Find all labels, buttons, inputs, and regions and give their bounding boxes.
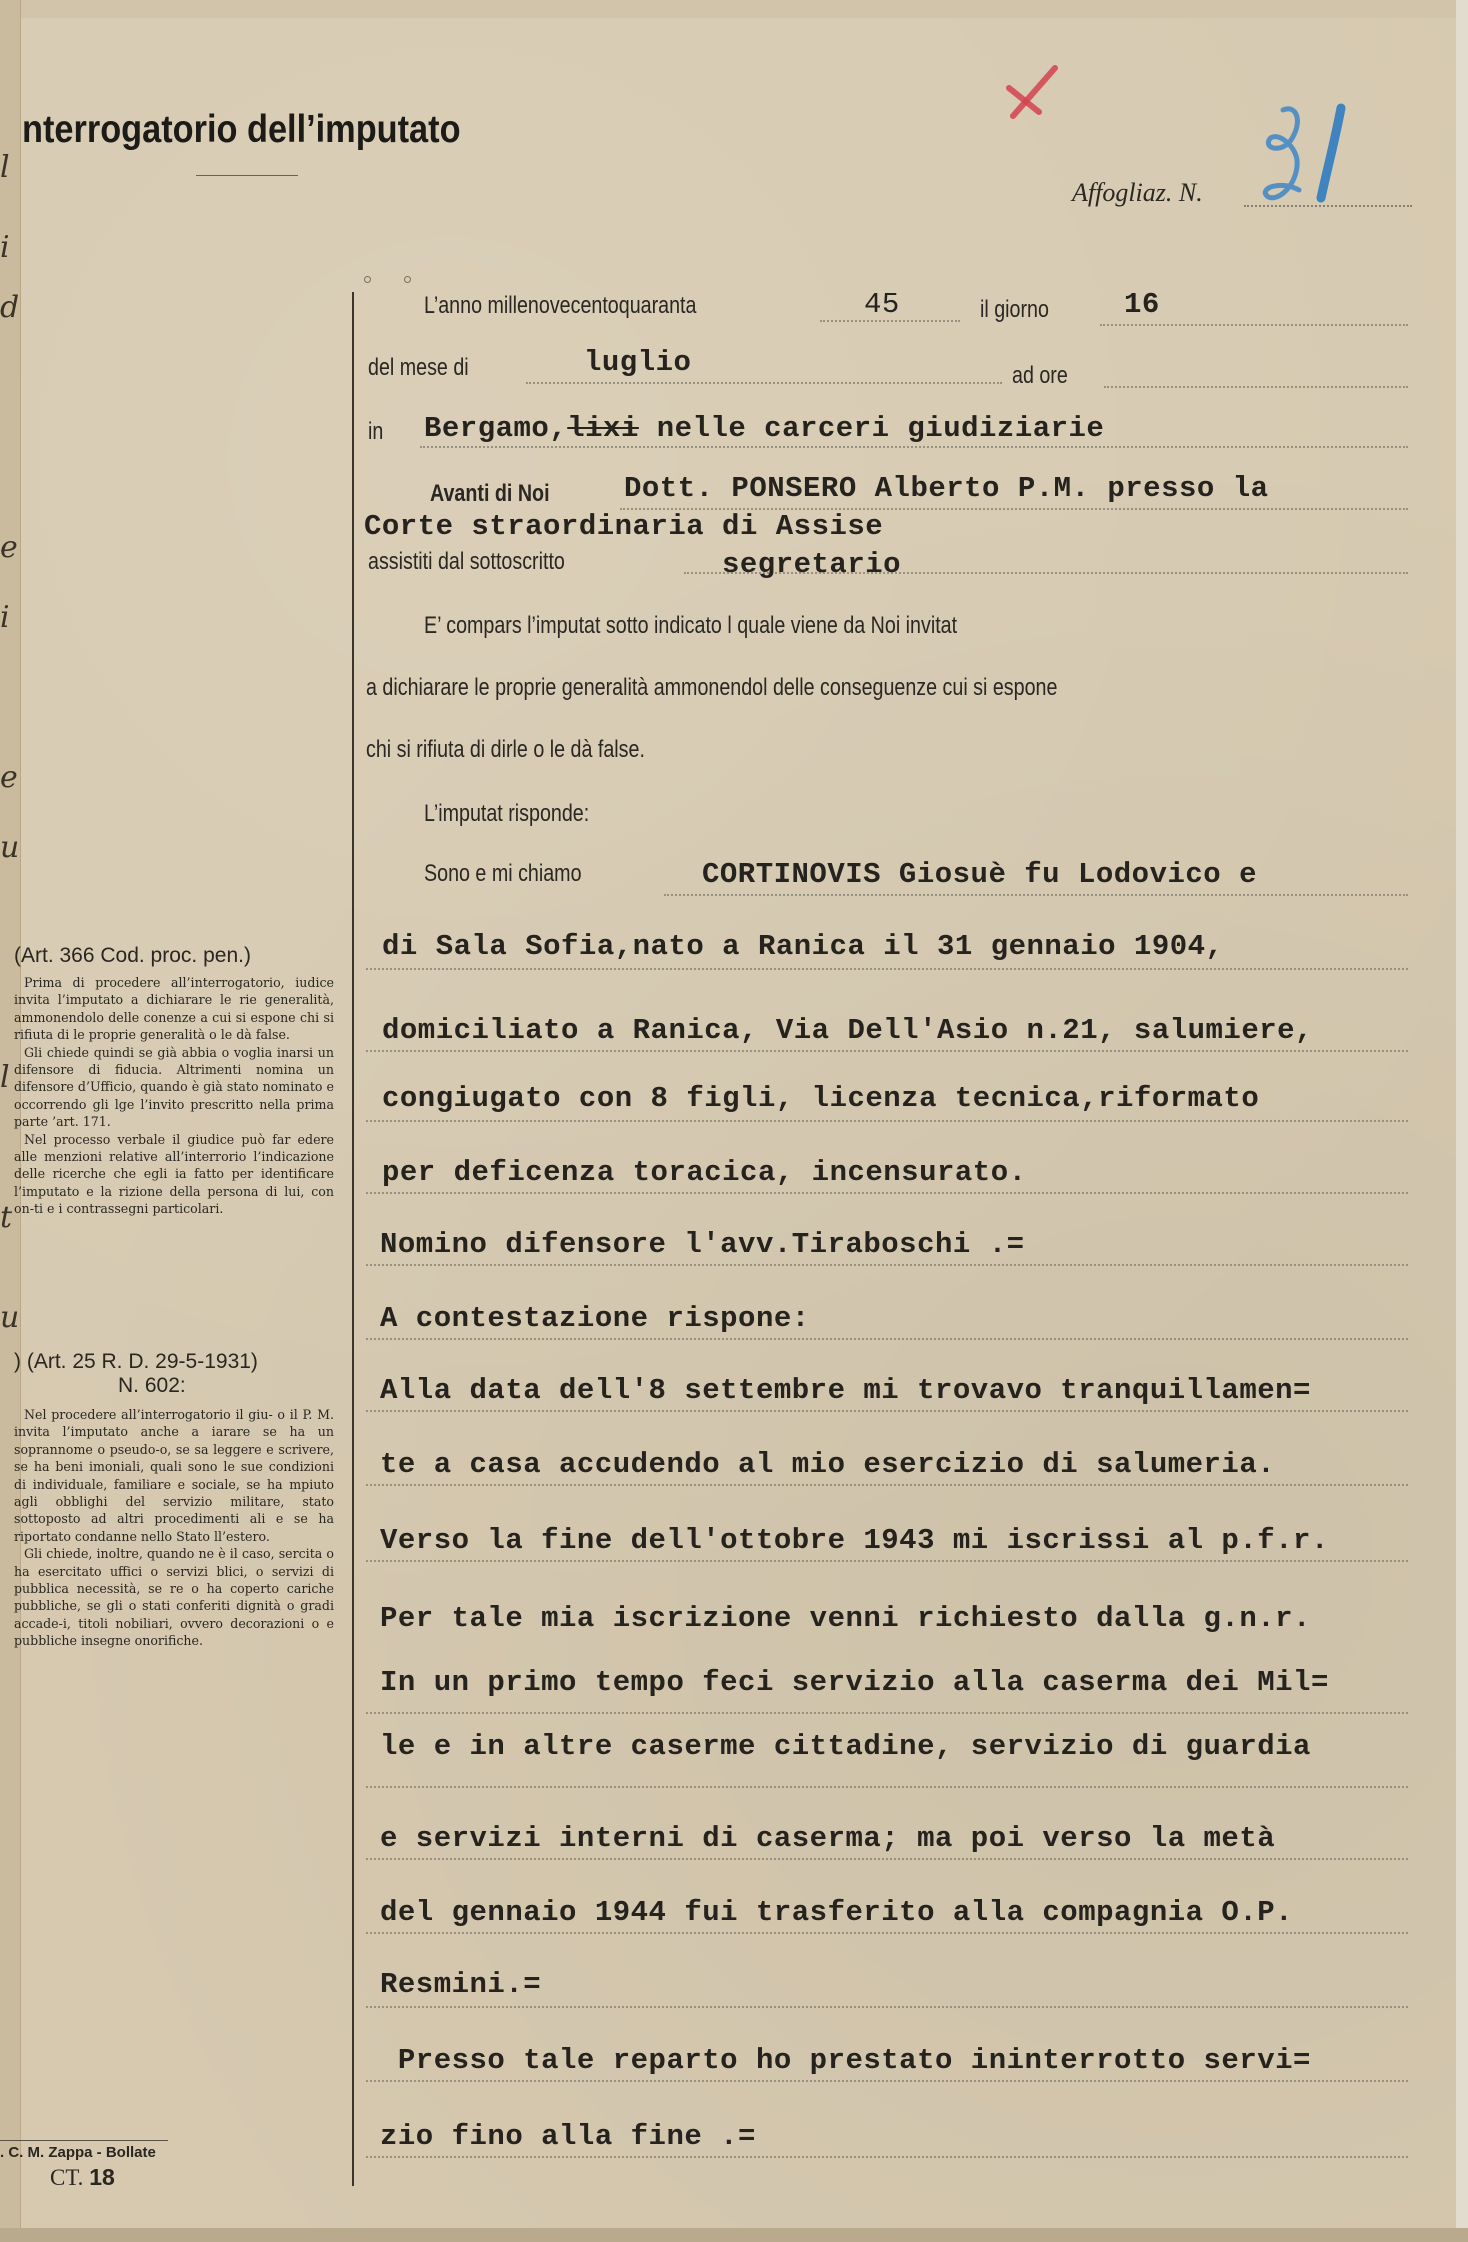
testimony-line: A contestazione rispone: <box>380 1302 810 1335</box>
dotted-field <box>526 382 1002 384</box>
form-paragraph-line: E’ compars l’imputat sotto indicato l quale viene da Noi invitat <box>424 612 958 639</box>
handwriting-fragment: d <box>0 290 20 325</box>
form-label-before: Avanti di Noi <box>430 480 550 507</box>
sidebar-note1-paragraph: Gli chiede quindi se già abbia o voglia inarsi un difensore di fiducia. Altrimenti nomina un difensore d’Ufficio, quando è già stato nominato e occorrendo gli lge l’invito prescritto nella prima parte ’art. 171. <box>14 1044 334 1130</box>
field-month: luglio <box>584 346 692 379</box>
punch-dot <box>364 276 371 283</box>
sidebar-note2-subheading: N. 602: <box>118 1374 186 1397</box>
form-code <box>50 2164 115 2191</box>
handwriting-fragment: e <box>0 760 18 795</box>
form-paragraph-line: a dichiarare le proprie generalità ammonendol delle conseguenze cui si espone <box>366 674 1058 701</box>
dotted-field <box>366 1410 1408 1412</box>
testimony-line: e servizi interni di caserma; ma poi verso la metà <box>380 1822 1276 1855</box>
affogliazione-number-text: 31 <box>1255 100 1256 101</box>
dotted-field <box>366 1264 1408 1266</box>
dotted-field <box>664 894 1408 896</box>
testimony-line: CORTINOVIS Giosuè fu Lodovico e <box>702 858 1257 891</box>
testimony-line: per deficenza toracica, incensurato. <box>382 1156 1027 1189</box>
field-place <box>424 412 1104 445</box>
digit-1-stroke <box>1321 108 1341 198</box>
red-pencil-x-mark <box>1003 62 1063 122</box>
handwriting-fragment: t <box>0 1200 13 1235</box>
page-edge-right <box>1456 0 1468 2242</box>
dotted-field <box>366 1484 1408 1486</box>
testimony-line: domiciliato a Ranica, Via Dell'Asio n.21, salumiere, <box>382 1014 1313 1047</box>
form-label-day: il giorno <box>980 296 1049 323</box>
handwriting-fragment: l <box>0 1060 10 1095</box>
form-code-number: 18 <box>89 2164 115 2190</box>
place-city: Bergamo, <box>424 412 568 445</box>
printer-imprint: . C. M. Zappa - Bollate <box>0 2144 156 2161</box>
form-label-year: L’anno millenovecentoquaranta <box>424 292 697 319</box>
page-edge-bottom <box>0 2228 1468 2242</box>
sidebar-note2-paragraph: Nel procedere all’interrogatorio il giu- o il P. M. invita l’imputato anche a iarare se ha un soprannome o pseudo-o, se sa leggere e scrivere, se ha beni imoniali, quali sono le sue condizioni di individuale, familiare e sociale, se ha mpiuto agli obblighi del servizio militare, stato sottoposto ad altri procedimenti ali e se ha riportato condanne nello Stato ll’estero. <box>14 1407 334 1544</box>
testimony-line: le e in altre caserme cittadine, servizio di guardia <box>380 1730 1311 1763</box>
dotted-field <box>366 1932 1408 1934</box>
handwriting-fragment: e <box>0 530 18 565</box>
testimony-line: Resmini.= <box>380 1968 542 2001</box>
dotted-field <box>366 1120 1408 1122</box>
punch-dot <box>404 276 411 283</box>
footer-rule <box>0 2140 168 2141</box>
sidebar-note2-heading: ) (Art. 25 R. D. 29-5-1931) <box>14 1350 258 1373</box>
testimony-line: Nomino difensore l'avv.Tiraboschi .= <box>380 1228 1025 1261</box>
field-magistrate: Dott. PONSERO Alberto P.M. presso la <box>624 472 1269 505</box>
testimony-line: te a casa accudendo al mio esercizio di salumeria. <box>380 1448 1276 1481</box>
dotted-field <box>366 1858 1408 1860</box>
handwriting-fragment: u <box>0 830 20 865</box>
field-day: 16 <box>1124 288 1160 321</box>
handwriting-fragment: i <box>0 600 10 635</box>
document-title: nterrogatorio dell’imputato <box>22 108 461 151</box>
affogliazione-number-handwritten <box>1255 100 1355 215</box>
testimony-line: congiugato con 8 figli, licenza tecnica,riformato <box>382 1082 1260 1115</box>
dotted-field <box>366 2156 1408 2158</box>
struck-text: lixi <box>567 412 639 445</box>
form-label-month: del mese di <box>368 354 469 381</box>
testimony-line: zio fino alla fine .= <box>380 2120 756 2153</box>
testimony-line: In un primo tempo feci servizio alla caserma dei Mil= <box>380 1666 1329 1699</box>
testimony-line: Alla data dell'8 settembre mi trovavo tranquillamen= <box>380 1374 1311 1407</box>
handwriting-fragment: u <box>0 1300 20 1335</box>
form-paragraph-line: chi si rifiuta di dirle o le dà false. <box>366 736 645 763</box>
dotted-field <box>366 2080 1408 2082</box>
dotted-field <box>366 1338 1408 1340</box>
form-code-label: CT. <box>50 2165 84 2190</box>
testimony-line: Verso la fine dell'ottobre 1943 mi iscrissi al p.f.r. <box>380 1524 1329 1557</box>
testimony-line: Presso tale reparto ho prestato ininterrotto servi= <box>380 2044 1311 2077</box>
handwriting-fragment: l <box>0 150 10 185</box>
dotted-field <box>366 1192 1408 1194</box>
dotted-field <box>366 1712 1408 1714</box>
dotted-field <box>366 1786 1408 1788</box>
form-label-hour: ad ore <box>1012 362 1068 389</box>
place-detail: nelle carceri giudiziarie <box>656 412 1105 445</box>
dotted-field <box>366 1560 1408 1562</box>
field-court: Corte straordinaria di Assise <box>364 510 884 543</box>
form-label-place: in <box>368 418 384 445</box>
sidebar-note1-paragraph: Nel processo verbale il giudice può far edere alle menzioni relative all’interrorio l’indicazione delle ricerche che egli ia fatto per identificare l’imputato e la rizione della persona di lui, con on-ti e i contrassegni particolari. <box>14 1131 334 1217</box>
affogliazione-label: Affogliaz. N. <box>1072 178 1203 207</box>
dotted-field <box>366 968 1408 970</box>
sidebar-note1 <box>14 974 334 1218</box>
dotted-field <box>366 2006 1408 2008</box>
sidebar-note2-paragraph: Gli chiede, inoltre, quando ne è il caso, sercita o ha esercitato uffici o servizi blici, o servizi di pubblica necessità, se re o ha coperto cariche pubbliche, se gli o stati conferiti dignità o gradi accade-i, titoli nobiliari, ovvero decorazioni o e pubbliche insegne onorifiche. <box>14 1546 334 1649</box>
sidebar-note1-paragraph: Prima di procedere all’interrogatorio, iudice invita l’imputato a dichiarare le rie generalità, ammonendolo delle conenze a cui si espone chi si rifiuta di le proprie generalità o le dà false. <box>14 975 334 1043</box>
dotted-field <box>1100 324 1408 326</box>
sidebar-note1-heading: (Art. 366 Cod. proc. pen.) <box>14 944 251 967</box>
testimony-line: del gennaio 1944 fui trasferito alla compagnia O.P. <box>380 1896 1294 1929</box>
testimony-line: di Sala Sofia,nato a Ranica il 31 gennaio 1904, <box>382 930 1224 963</box>
form-label-responds: L’imputat risponde: <box>424 800 590 827</box>
dotted-field <box>1104 386 1408 388</box>
title-underline <box>196 175 298 176</box>
handwriting-fragment: i <box>0 230 10 265</box>
form-label-name: Sono e mi chiamo <box>424 860 582 887</box>
form-label-assisted: assistiti dal sottoscritto <box>368 548 565 575</box>
digit-3-stroke <box>1265 109 1299 198</box>
dotted-field <box>420 446 1408 448</box>
sidebar-note2 <box>14 1406 334 1650</box>
margin-rule <box>352 292 354 2186</box>
testimony-line: Per tale mia iscrizione venni richiesto dalla g.n.r. <box>380 1602 1311 1635</box>
dotted-field <box>366 1050 1408 1052</box>
field-year: 45 <box>864 288 900 321</box>
field-secretary: segretario <box>722 548 902 581</box>
